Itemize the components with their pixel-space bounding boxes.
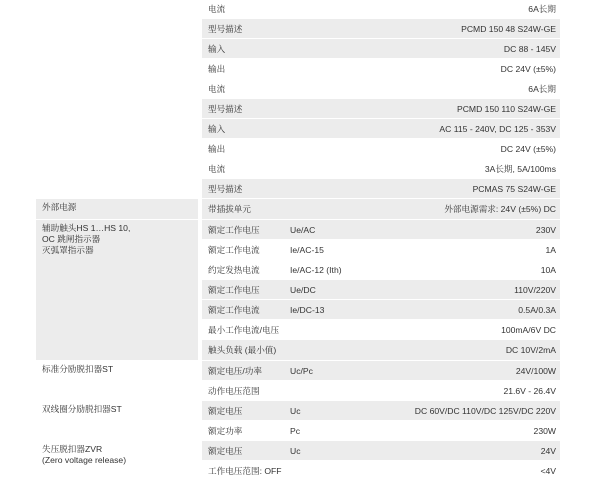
param-label: 额定工作电压 (208, 224, 260, 235)
param-cell (202, 0, 560, 18)
param-value: 24V/100W (515, 365, 556, 376)
param-value: 110V/220V (514, 284, 556, 295)
param-value: 100mA/6V DC (501, 324, 556, 335)
param-cell (202, 79, 560, 98)
param-value: DC 88 - 145V (503, 43, 556, 54)
param-cell (202, 59, 560, 78)
param-symbol: Uc/Pc (290, 365, 313, 376)
param-label: 额定电压 (208, 405, 243, 416)
group-label: 辅助触头HS 1…HS 10, OC 跳闸指示器 灭弧罩指示器 (42, 223, 131, 255)
param-value: 24V (540, 445, 556, 456)
param-label: 额定工作电流 (208, 304, 260, 315)
param-cell (202, 340, 560, 360)
param-value: 10A (540, 264, 556, 275)
spec-row (0, 39, 600, 59)
group-cell (36, 220, 198, 360)
param-symbol: Ie/AC-12 (Ith) (290, 264, 342, 275)
param-cell (202, 19, 560, 38)
group-cell (36, 199, 198, 219)
param-label: 输出 (208, 143, 226, 154)
spec-row (0, 99, 600, 119)
param-cell (202, 381, 560, 400)
param-label: 额定电压 (208, 445, 243, 456)
param-value: 6A长期 (528, 83, 556, 94)
param-value: DC 10V/2mA (505, 345, 556, 355)
param-value: AC 115 - 240V, DC 125 - 353V (439, 123, 556, 134)
param-cell (202, 461, 560, 480)
param-cell (202, 441, 560, 460)
group-cell (36, 401, 198, 440)
param-symbol: Ie/AC-15 (290, 244, 324, 255)
param-value: DC 24V (±5%) (500, 63, 556, 74)
param-value: PCMD 150 110 S24W-GE (456, 103, 556, 114)
param-label: 额定工作电流 (208, 244, 260, 255)
param-symbol: Ue/DC (290, 284, 316, 295)
param-label: 工作电压范围: OFF (208, 465, 282, 476)
spec-row (0, 79, 600, 99)
param-label: 输入 (208, 123, 226, 134)
param-cell (202, 300, 560, 319)
param-label: 最小工作电流/电压 (208, 324, 280, 335)
spec-row (0, 0, 600, 19)
param-cell (202, 401, 560, 420)
param-cell (202, 199, 560, 219)
param-cell (202, 421, 560, 440)
param-value: 外部电源需求: 24V (±5%) DC (444, 204, 556, 214)
param-value: 230W (533, 425, 556, 436)
param-value: 21.6V - 26.4V (503, 385, 556, 396)
param-cell (202, 320, 560, 339)
param-label: 额定电压/功率 (208, 365, 262, 376)
group-label: 双线圈分励脱扣器ST (42, 404, 122, 414)
param-cell (202, 119, 560, 138)
param-label: 约定发热电流 (208, 264, 260, 275)
param-label: 额定功率 (208, 425, 243, 436)
param-label: 电流 (208, 4, 226, 14)
param-cell (202, 361, 560, 380)
param-symbol: Pc (290, 425, 301, 436)
param-value: PCMAS 75 S24W-GE (472, 183, 556, 194)
param-value: 3A长期, 5A/100ms (484, 163, 556, 174)
param-label: 电流 (208, 163, 226, 174)
param-cell (202, 280, 560, 299)
param-label: 型号描述 (208, 103, 243, 114)
param-label: 额定工作电压 (208, 284, 260, 295)
spec-row (0, 139, 600, 159)
spec-row (0, 119, 600, 139)
param-value: DC 60V/DC 110V/DC 125V/DC 220V (414, 405, 556, 416)
param-label: 型号描述 (208, 183, 243, 194)
param-label: 触头负载 (最小值) (208, 345, 277, 355)
param-value: 230V (535, 224, 556, 235)
param-cell (202, 240, 560, 259)
param-cell (202, 260, 560, 279)
param-value: PCMD 150 48 S24W-GE (461, 23, 556, 34)
param-label: 动作电压范围 (208, 385, 260, 396)
param-value: 1A (545, 244, 556, 255)
spec-row (0, 159, 600, 179)
group-cell (36, 361, 198, 400)
param-value: 6A长期 (528, 4, 556, 14)
group-label: 外部电源 (42, 202, 77, 212)
spec-row (0, 59, 600, 79)
param-symbol: Ie/DC-13 (290, 304, 325, 315)
param-cell (202, 139, 560, 158)
param-cell (202, 39, 560, 58)
param-label: 输入 (208, 43, 226, 54)
param-cell (202, 159, 560, 178)
param-label: 带插拔单元 (208, 204, 251, 214)
param-label: 型号描述 (208, 23, 243, 34)
param-cell (202, 179, 560, 198)
param-value: DC 24V (±5%) (500, 143, 556, 154)
param-label: 电流 (208, 83, 226, 94)
param-label: 输出 (208, 63, 226, 74)
param-symbol: Uc (290, 405, 301, 416)
group-label: 失压脱扣器ZVR (Zero voltage release) (42, 444, 127, 465)
param-cell (202, 99, 560, 118)
param-symbol: Ue/AC (290, 224, 316, 235)
param-cell (202, 220, 560, 239)
spec-row (0, 179, 600, 199)
group-cell (36, 441, 198, 480)
param-value: <4V (540, 465, 556, 476)
group-label: 标准分励脱扣器ST (42, 364, 114, 374)
spec-row (0, 19, 600, 39)
param-symbol: Uc (290, 445, 301, 456)
param-value: 0.5A/0.3A (518, 304, 556, 315)
